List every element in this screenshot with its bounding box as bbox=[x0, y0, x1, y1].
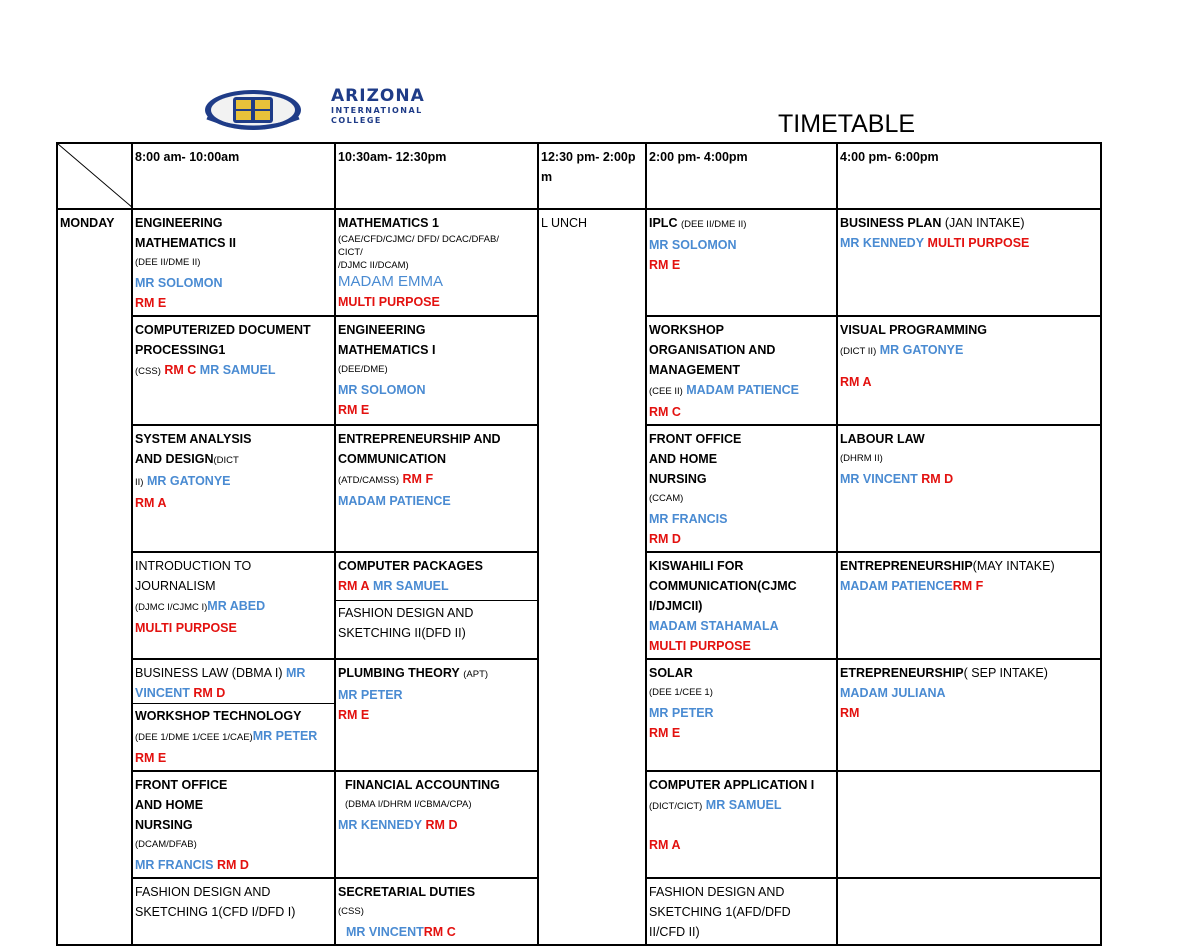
class-cell: FRONT OFFICE AND HOME NURSING (DCAM/DFAB) MR FRANCIS RM D bbox=[132, 771, 335, 878]
class-cell: COMPUTERIZED DOCUMENT PROCESSING1 (CSS) RM C MR SAMUEL bbox=[132, 316, 335, 425]
header-slot-4: 2:00 pm- 4:00pm bbox=[646, 143, 837, 209]
empty-cell bbox=[837, 771, 1101, 878]
class-cell: FASHION DESIGN AND SKETCHING 1(CFD I/DFD I) bbox=[132, 878, 335, 945]
college-crest-logo bbox=[203, 88, 303, 132]
class-cell: ENGINEERING MATHEMATICS II (DEE II/DME II) MR SOLOMON RM E bbox=[132, 209, 335, 316]
class-cell: COMPUTER APPLICATION I (DICT/CICT) MR SAMUEL RM A bbox=[646, 771, 837, 878]
class-cell: ENTREPRENEURSHIP(MAY INTAKE) MADAM PATIENCERM F bbox=[837, 552, 1101, 659]
header-slot-1: 8:00 am- 10:00am bbox=[132, 143, 335, 209]
class-cell: LABOUR LAW (DHRM II) MR VINCENT RM D bbox=[837, 425, 1101, 552]
class-cell: ETREPRENEURSHIP( SEP INTAKE) MADAM JULIANA RM bbox=[837, 659, 1101, 771]
table-row bbox=[57, 209, 1101, 316]
class-cell: PLUMBING THEORY (APT) MR PETER RM E bbox=[335, 659, 538, 771]
class-cell: BUSINESS PLAN (JAN INTAKE) MR KENNEDY MULTI PURPOSE bbox=[837, 209, 1101, 316]
header-slot-5: 4:00 pm- 6:00pm bbox=[837, 143, 1101, 209]
class-cell: ENTREPRENEURSHIP AND COMMUNICATION (ATD/CAMSS) RM F MADAM PATIENCE bbox=[335, 425, 538, 552]
class-cell: FINANCIAL ACCOUNTING (DBMA I/DHRM I/CBMA/CPA) MR KENNEDY RM D bbox=[335, 771, 538, 878]
page-title: TIMETABLE bbox=[778, 110, 916, 138]
class-cell: MATHEMATICS 1 (CAE/CFD/CJMC/ DFD/ DCAC/DFAB/ CICT/ /DJMC II/DCAM) MADAM EMMA MULTI PURPOSE bbox=[335, 209, 538, 316]
class-cell: SYSTEM ANALYSIS AND DESIGN(DICT II) MR GATONYE RM A bbox=[132, 425, 335, 552]
class-cell: INTRODUCTION TO JOURNALISM (DJMC I/CJMC I)MR ABED MULTI PURPOSE bbox=[132, 552, 335, 659]
class-cell: BUSINESS LAW (DBMA I) MR VINCENT RM D WORKSHOP TECHNOLOGY (DEE 1/DME 1/CEE 1/CAE)MR PETER RM E bbox=[132, 659, 335, 771]
class-cell: KISWAHILI FOR COMMUNICATION(CJMC I/DJMCII) MADAM STAHAMALA MULTI PURPOSE bbox=[646, 552, 837, 659]
header-slot-2: 10:30am- 12:30pm bbox=[335, 143, 538, 209]
header-slot-3: 12:30 pm- 2:00p m bbox=[538, 143, 646, 209]
class-cell: IPLC (DEE II/DME II) MR SOLOMON RM E bbox=[646, 209, 837, 316]
class-cell: SOLAR (DEE 1/CEE 1) MR PETER RM E bbox=[646, 659, 837, 771]
empty-cell bbox=[837, 878, 1101, 945]
college-brand-name: ARIZONA INTERNATIONAL COLLEGE bbox=[331, 86, 425, 125]
timetable-grid bbox=[56, 142, 1102, 946]
class-cell: COMPUTER PACKAGES RM A MR SAMUEL FASHION DESIGN AND SKETCHING II(DFD II) bbox=[335, 552, 538, 659]
class-cell: ENGINEERING MATHEMATICS I (DEE/DME) MR SOLOMON RM E bbox=[335, 316, 538, 425]
corner-cell bbox=[57, 143, 132, 209]
class-cell: SECRETARIAL DUTIES (CSS) MR VINCENTRM C bbox=[335, 878, 538, 945]
class-cell: FASHION DESIGN AND SKETCHING 1(AFD/DFD II/CFD II) bbox=[646, 878, 837, 945]
lunch-cell: L UNCH bbox=[538, 209, 646, 945]
header-row bbox=[57, 143, 1101, 209]
class-cell: VISUAL PROGRAMMING (DICT II) MR GATONYE RM A bbox=[837, 316, 1101, 425]
class-cell: FRONT OFFICE AND HOME NURSING (CCAM) MR FRANCIS RM D bbox=[646, 425, 837, 552]
class-cell: WORKSHOP ORGANISATION AND MANAGEMENT (CEE II) MADAM PATIENCE RM C bbox=[646, 316, 837, 425]
day-label: MONDAY bbox=[57, 209, 132, 945]
